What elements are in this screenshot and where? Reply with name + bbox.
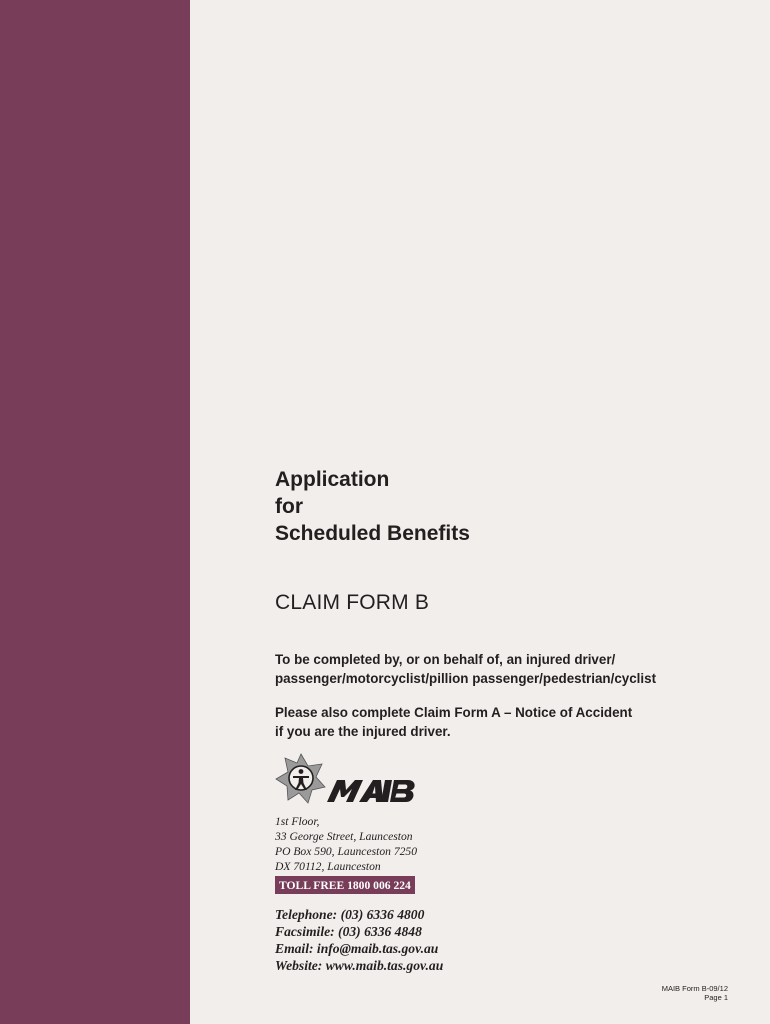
form-code: MAIB Form B-09/12 [661,984,728,993]
toll-free-badge: TOLL FREE 1800 006 224 [275,876,415,894]
instructions-text [275,650,745,688]
address-line: PO Box 590, Launceston 7250 [275,845,418,858]
website-line: Website: www.maib.tas.gov.au [275,958,444,973]
document-title [275,466,470,547]
page-footer [662,984,728,1002]
address-line: 33 George Street, Launceston [275,830,413,843]
title-line: for [275,495,303,518]
postal-address [275,814,417,874]
page-number: Page 1 [704,993,728,1002]
maib-logo [275,752,425,804]
title-line: Scheduled Benefits [275,522,470,545]
email-line: Email: info@maib.tas.gov.au [275,941,439,956]
facsimile-line: Facsimile: (03) 6336 4848 [275,924,422,939]
telephone-line: Telephone: (03) 6336 4800 [275,907,425,922]
form-name: CLAIM FORM B [275,591,430,614]
also-complete-line: Please also complete Claim Form A – Notice of Accident [275,705,633,720]
instruction-line: To be completed by, or on behalf of, an injured driver/ [275,652,616,667]
contact-details [275,906,443,974]
maib-emblem-icon [275,752,425,804]
title-line: Application [275,468,390,491]
address-line: 1st Floor, [275,815,320,828]
also-complete-line: if you are the injured driver. [275,724,451,739]
address-line: DX 70112, Launceston [275,860,381,873]
brand-sidebar [0,0,190,1024]
cover-content [275,0,745,1024]
instruction-line: passenger/motorcyclist/pillion passenger/pedestrian/cyclist [275,671,657,686]
also-complete-text [275,703,745,741]
